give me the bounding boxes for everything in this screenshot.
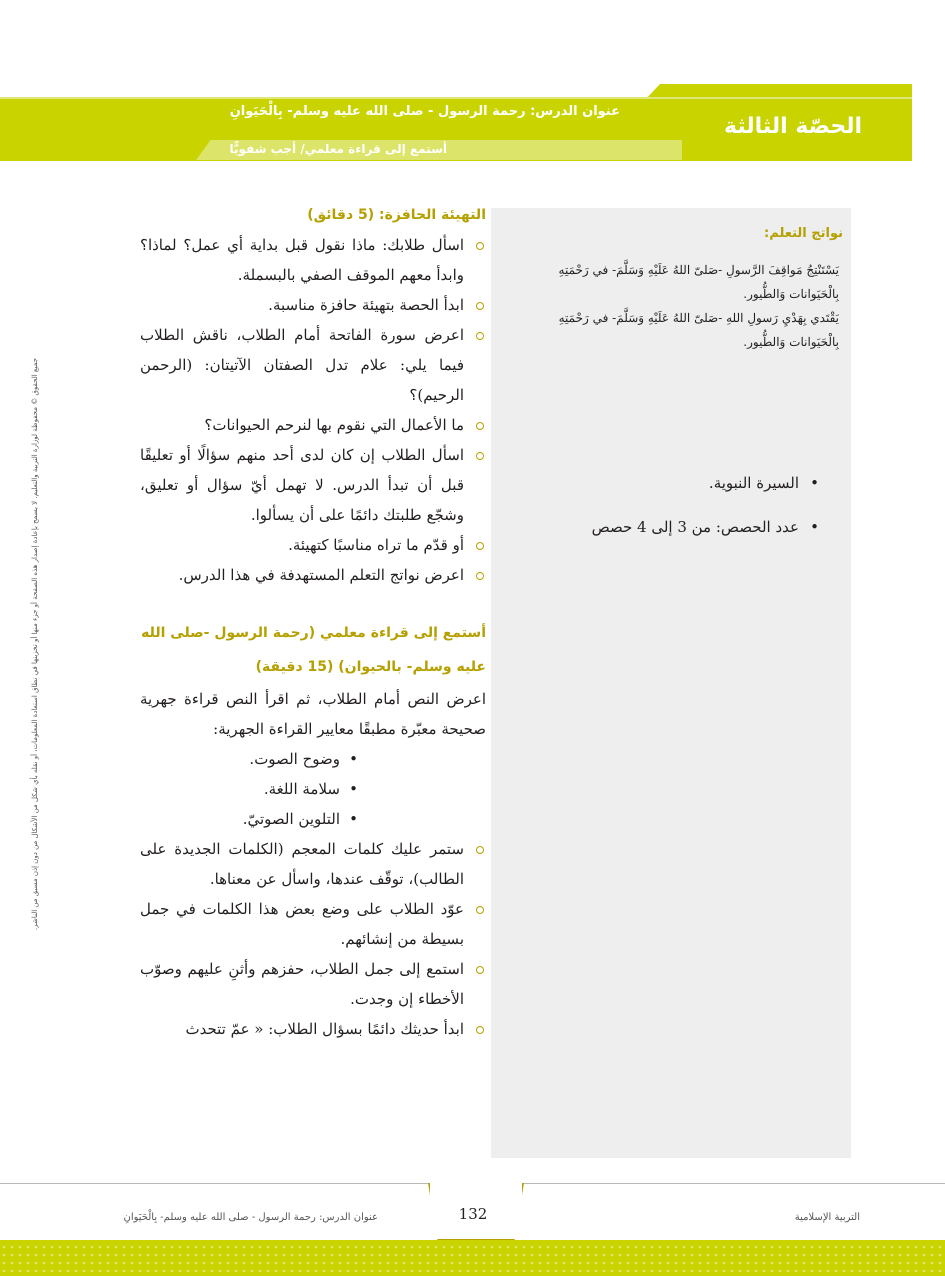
warmup-heading: التهيئة الحافزة: (5 دقائق) [307,207,486,223]
period-title: الحصّة الثالثة [724,114,862,139]
main-content [140,200,486,1044]
list-item: استمع إلى جمل الطلاب، حفزهم وأثنِ عليهم وصوّب الأخطاء إن وجدت. [140,954,486,1014]
page-number: 132 [458,1205,488,1223]
list-item: • سلامة اللغة. [140,774,486,804]
lesson-title: عنوان الدرس: رحمة الرسول - صلى الله عليه وسلم- بِالْحَيَوانِ [229,104,620,119]
footer-lesson-title: عنوان الدرس: رحمة الرسول - صلى الله عليه وسلم- بِالْحَيَوانِ [123,1212,378,1223]
list-item: اعرض نواتج التعلم المستهدفة في هذا الدرس. [140,560,486,590]
outcomes-list [509,258,839,354]
subheader-text: أستمع إلى قراءة معلمي/ أجب شفويًّا [229,142,447,156]
sidebar-bullets [519,474,819,562]
outcome-item: يَسْتَنْتِجُ مَواقِفَ الرَّسولِ -صَلىّ اللهُ عَلَيْهِ وَسَلَّمَ- في رَحْمَتِهِ بِالْحَيَوانات وَالطُّيور. [558,263,839,301]
listen-intro: اعرض النص أمام الطلاب، ثم اقرأ النص قراءة جهرية صحيحة معبّرة مطبقًا معايير القراءة الجهرية: [140,690,486,738]
list-item: ما الأعمال التي نقوم بها لنرحم الحيوانات؟ [140,410,486,440]
list-item: ابدأ الحصة بتهيئة حافزة مناسبة. [140,290,486,320]
bottom-pattern [0,1243,945,1273]
list-item: اعرض سورة الفاتحة أمام الطلاب، ناقش الطلاب فيما يلي: علام تدل الصفتان الآتيتان: (الرحمن الرحيم)؟ [140,320,486,410]
list-item: أو قدّم ما تراه مناسبًا كتهيئة. [140,530,486,560]
list-item: عوّد الطلاب على وضع بعض هذا الكلمات في جمل بسيطة من إنشائهم. [140,894,486,954]
header-divider [0,97,912,99]
sidebar-bullet-topic: • السيرة النبوية. [519,474,819,492]
listen-list [140,834,486,1044]
sidebar-bullet-periods: • عدد الحصص: من 3 إلى 4 حصص [519,518,819,536]
outcomes-heading: نواتج التعلم: [764,226,843,241]
footer-subject: التربية الإسلامية [794,1212,860,1223]
copyright-note: جميع الحقوق © محفوظة لوزارة التربية والتعليم. لا يسمح بإعادة إصدار هذه الصفحة أو جزء منها أو تخزينها في نطاق استعادة المعلومات، أو نقله بأي شكل من الأشكال من دون إذن مسبق من الناشر. [31,357,39,931]
outcome-item: يَقْتَدي بِهَدْيِ رَسولِ اللهِ -صَلىّ اللهُ عَلَيْهِ وَسَلَّمَ- في رَحْمَتِهِ بِالْحَيَوانات وَالطُّيور. [558,311,839,349]
list-item: اسأل الطلاب إن كان لدى أحد منهم سؤالًا أو تعليقًا قبل أن تبدأ الدرس. لا تهمل أيّ سؤال أو تعليق، وشجّع طلبتك دائمًا على أن يسألوا. [140,440,486,530]
criteria-list [140,744,486,834]
listen-heading: أستمع إلى قراءة معلمي (رحمة الرسول -صلى الله عليه وسلم- بالحيوان) (15 دقيقة) [141,625,486,675]
list-item: ستمر عليك كلمات المعجم (الكلمات الجديدة على الطالب)، توقّف عندها، واسأل عن معناها. [140,834,486,894]
list-item: ابدأ حديثك دائمًا بسؤال الطلاب: « عمّ تتحدث [140,1014,486,1044]
list-item: • التلوين الصوتيّ. [140,804,486,834]
header-notch [0,84,660,98]
warmup-list [140,230,486,590]
list-item: • وضوح الصوت. [140,744,486,774]
list-item: اسأل طلابك: ماذا نقول قبل بداية أي عمل؟ لماذا؟ وابدأ معهم الموقف الصفي بالبسملة. [140,230,486,290]
